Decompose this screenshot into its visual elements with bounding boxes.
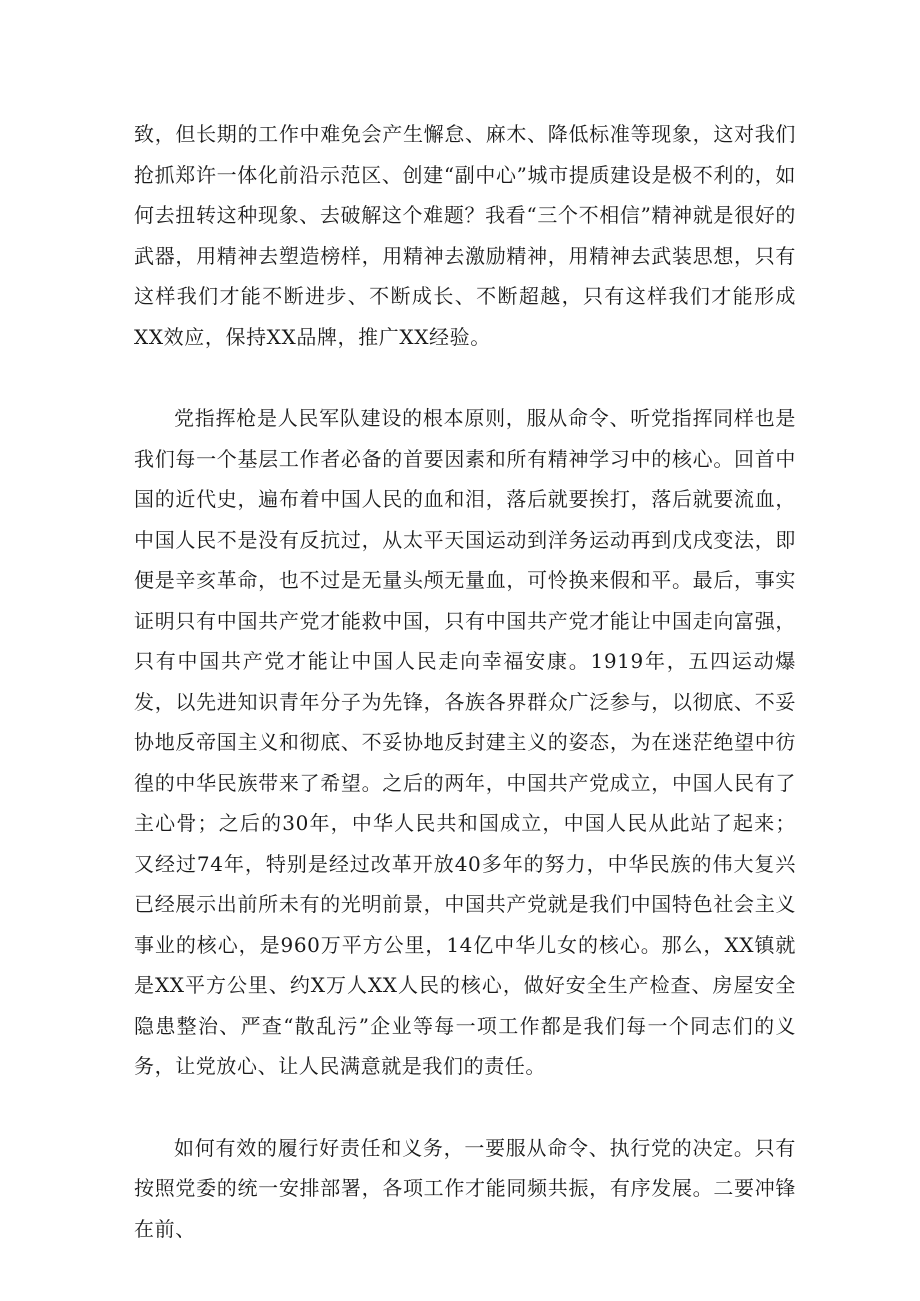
document-body bbox=[134, 114, 796, 1249]
paragraph-1: 致，但长期的工作中难免会产生懈怠、麻木、降低标准等现象，这对我们抢抓郑许一体化前沿示范区、创建“副中心”城市提质建设是极不利的，如何去扭转这种现象、去破解这个难题？我看“三个不相信”精神就是很好的武器，用精神去塑造榜样，用精神去激励精神，用精神去武装思想，只有这样我们才能不断进步、不断成长、不断超越，只有这样我们才能形成XX效应，保持XX品牌，推广XX经验。 bbox=[134, 122, 796, 349]
paragraph-2: 党指挥枪是人民军队建设的根本原则，服从命令、听党指挥同样也是我们每一个基层工作者必备的首要因素和所有精神学习中的核心。回首中国的近代史，遍布着中国人民的血和泪，落后就要挨打，落后就要流血，中国人民不是没有反抗过，从太平天国运动到洋务运动再到戊戌变法，即便是辛亥革命，也不过是无量头颅无量血，可怜换来假和平。最后，事实证明只有中国共产党才能救中国，只有中国共产党才能让中国走向富强，只有中国共产党才能让中国人民走向幸福安康。1919年，五四运动爆发，以先进知识青年分子为先锋，各族各界群众广泛参与，以彻底、不妥协地反帝国主义和彻底、不妥协地反封建主义的姿态，为在迷茫绝望中彷徨的中华民族带来了希望。之后的两年，中国共产党成立，中国人民有了主心骨；之后的30年，中华人民共和国成立，中国人民从此站了起来；又经过74年，特别是经过改革开放40多年的努力，中华民族的伟大复兴已经展示出前所未有的光明前景，中国共产党就是我们中国特色社会主义事业的核心，是960万平方公里，14亿中华儿女的核心。那么，XX镇就是XX平方公里、约X万人XX人民的核心，做好安全生产检查、房屋安全隐患整治、严查“散乱污”企业等每一项工作都是我们每一个同志们的义务，让党放心、让人民满意就是我们的责任。 bbox=[134, 406, 796, 1078]
paragraph-3: 如何有效的履行好责任和义务，一要服从命令、执行党的决定。只有按照党委的统一安排部署，各项工作才能同频共振，有序发展。二要冲锋在前、 bbox=[134, 1135, 796, 1241]
